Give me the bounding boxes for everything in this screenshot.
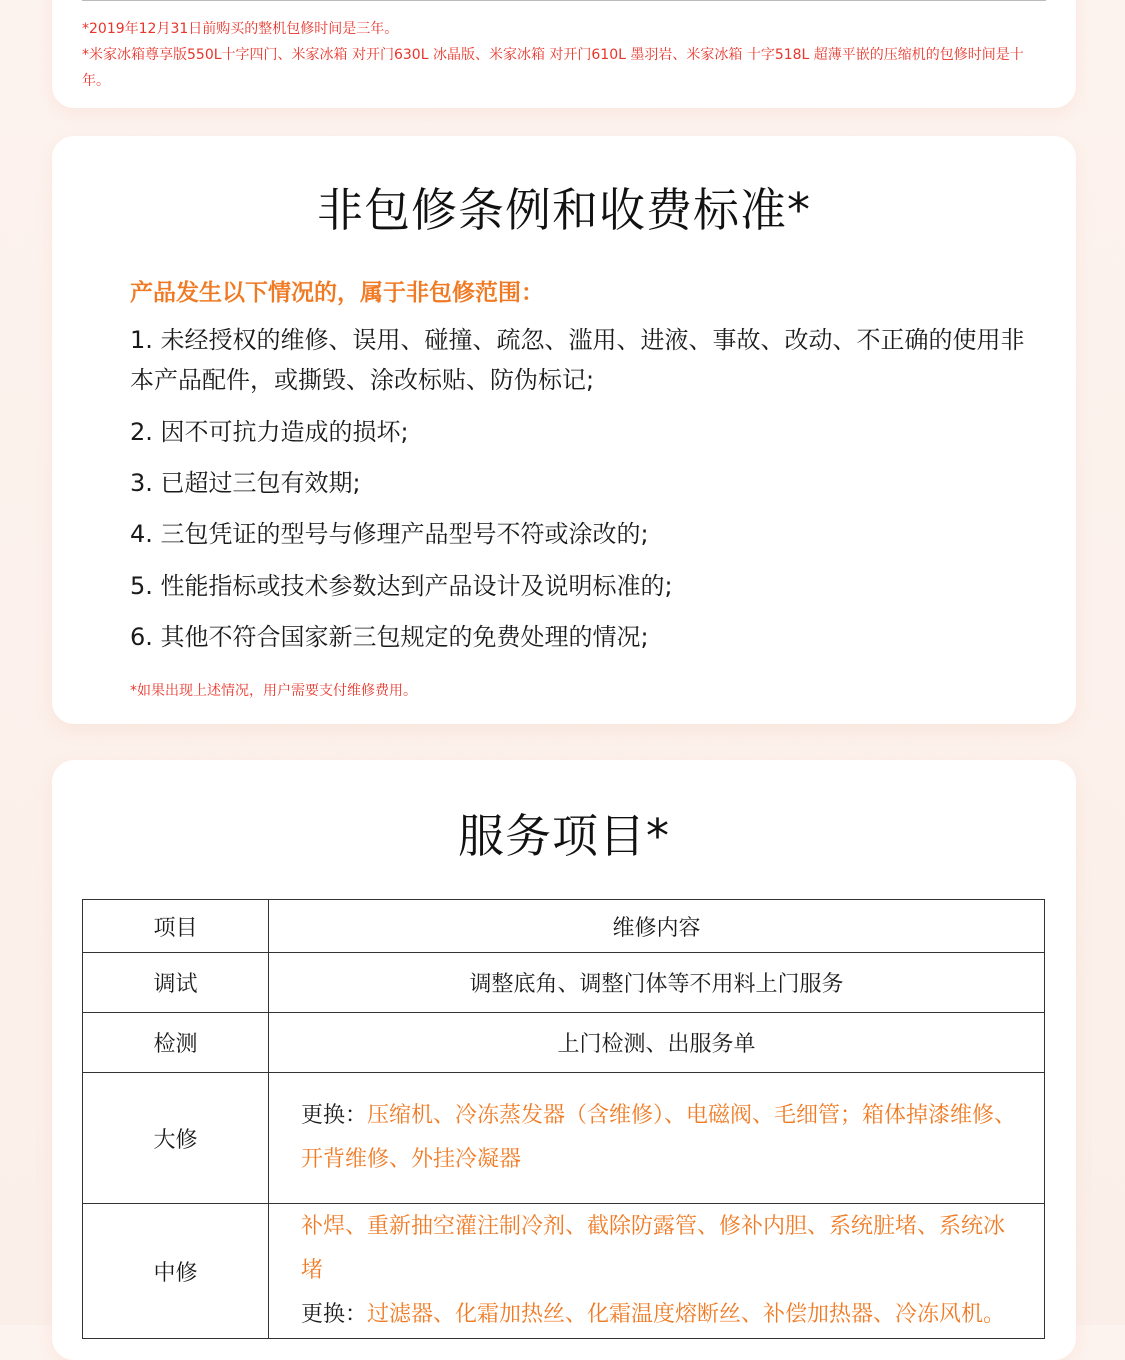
- condition-item: 1. 未经授权的维修、误用、碰撞、疏忽、滥用、进液、事故、改动、不正确的使用非本产品配件，或撕毁、涂改标贴、防伪标记;: [130, 326, 1025, 394]
- non-warranty-intro: 产品发生以下情况的，属于非包修范围：: [130, 280, 544, 306]
- row-content: [269, 1204, 1045, 1339]
- fee-note: *如果出现上述情况，用户需要支付维修费用。: [130, 683, 417, 699]
- repair-actions: 补焊、重新抽空灌注制冷剂、截除防露管、修补内胆、系统脏堵、系统冰堵: [301, 1214, 1006, 1283]
- warranty-note-1: *2019年12月31日前购买的整机包修时间是三年。: [82, 21, 399, 37]
- row-item: 大修: [83, 1073, 269, 1204]
- row-item: 检测: [83, 1013, 269, 1073]
- table-row: [83, 1073, 1045, 1204]
- table-divider: [852, 0, 853, 1]
- warranty-period-card: [52, 0, 1076, 108]
- condition-item: 4. 三包凭证的型号与修理产品型号不符或涂改的;: [130, 520, 649, 548]
- row-content: [269, 1073, 1045, 1204]
- service-items-title: 服务项目*: [458, 809, 670, 863]
- condition-item: 6. 其他不符合国家新三包规定的免费处理的情况;: [130, 623, 649, 651]
- row-item: 调试: [83, 953, 269, 1013]
- condition-item: 3. 已超过三包有效期;: [130, 469, 361, 497]
- table-bottom-border: [82, 0, 1046, 1]
- warranty-note-2: *米家冰箱尊享版550L十字四门、米家冰箱 对开门630L 冰晶版、米家冰箱 对开门610L 墨羽岩、米家冰箱 十字518L 超薄平嵌的压缩机的包修时间是十年。: [82, 47, 1024, 89]
- replace-prefix: 更换：: [301, 1103, 368, 1128]
- service-items-card: [52, 760, 1076, 1360]
- header-content: 维修内容: [269, 900, 1045, 953]
- replace-parts: 压缩机、冷冻蒸发器（含维修）、电磁阀、毛细管；箱体掉漆维修、开背维修、外挂冷凝器: [301, 1103, 1017, 1172]
- condition-item: 2. 因不可抗力造成的损坏;: [130, 418, 409, 446]
- row-item: 中修: [83, 1204, 269, 1339]
- service-table: [82, 899, 1045, 1339]
- non-warranty-card: [52, 136, 1076, 724]
- replace-line: [301, 1293, 1024, 1337]
- table-row: [83, 1013, 1045, 1073]
- replace-parts: 过滤器、化霜加热丝、化霜温度熔断丝、补偿加热器、冷冻风机。: [367, 1302, 1006, 1327]
- row-content: 上门检测、出服务单: [269, 1013, 1045, 1073]
- table-row: [83, 1204, 1045, 1339]
- condition-item: 5. 性能指标或技术参数达到产品设计及说明标准的;: [130, 572, 673, 600]
- table-divider: [206, 0, 207, 1]
- row-content: 调整底角、调整门体等不用料上门服务: [269, 953, 1045, 1013]
- non-warranty-title: 非包修条例和收费标准*: [317, 183, 811, 237]
- table-row: [83, 953, 1045, 1013]
- table-header-row: [83, 900, 1045, 953]
- header-item: 项目: [83, 900, 269, 953]
- replace-prefix: 更换：: [301, 1302, 368, 1327]
